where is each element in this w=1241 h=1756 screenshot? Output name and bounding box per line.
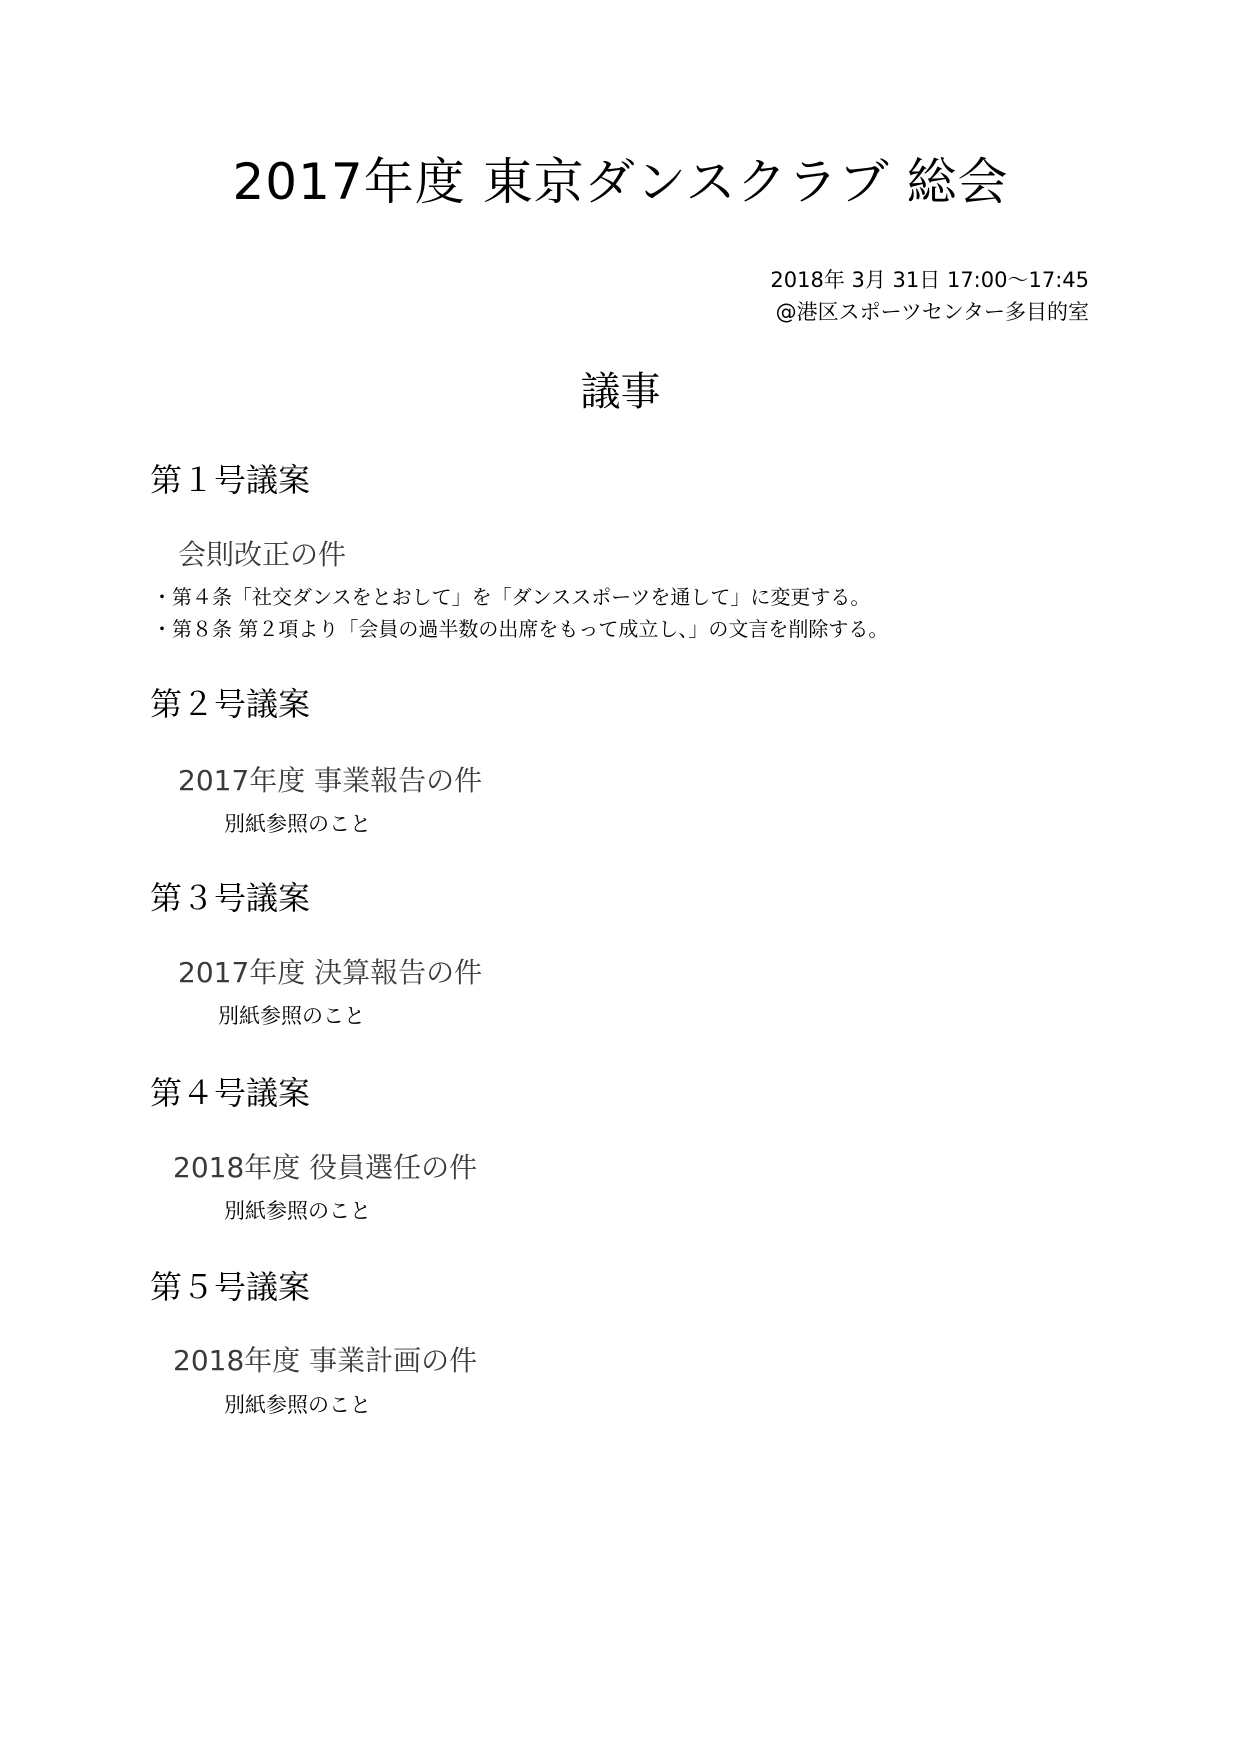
agenda-detail-3: 別紙参照のこと: [218, 1004, 365, 1028]
agenda-title-5: 第５号議案: [150, 1268, 311, 1306]
agenda-detail-4: 別紙参照のこと: [224, 1199, 371, 1223]
agenda-bullet-1-2: ・第８条 第２項より「会員の過半数の出席をもって成立し、」の文言を削除する。: [152, 617, 889, 641]
agenda-subject-1: 会則改正の件: [178, 538, 347, 571]
agenda-subject-4: 2018年度 役員選任の件: [173, 1151, 478, 1184]
agenda-title-4: 第４号議案: [150, 1074, 311, 1112]
agenda-detail-2: 別紙参照のこと: [224, 812, 371, 836]
agenda-subject-2: 2017年度 事業報告の件: [178, 764, 483, 797]
agenda-title-1: 第１号議案: [150, 461, 311, 499]
agenda-bullet-1-1: ・第４条「社交ダンスをとおして」を「ダンススポーツを通して」に変更する。: [152, 585, 871, 609]
agenda-subject-3: 2017年度 決算報告の件: [178, 956, 483, 989]
section-heading: 議事: [580, 369, 661, 415]
agenda-detail-5: 別紙参照のこと: [224, 1393, 371, 1417]
meeting-location: @港区スポーツセンター多目的室: [775, 300, 1089, 324]
document-title: 2017年度 東京ダンスクラブ 総会: [232, 153, 1009, 211]
agenda-subject-5: 2018年度 事業計画の件: [173, 1344, 478, 1377]
agenda-title-3: 第３号議案: [150, 879, 311, 917]
meeting-info: [770, 264, 1089, 328]
agenda-title-2: 第２号議案: [150, 685, 311, 723]
meeting-datetime: 2018年 3月 31日 17:00～17:45: [770, 268, 1089, 292]
